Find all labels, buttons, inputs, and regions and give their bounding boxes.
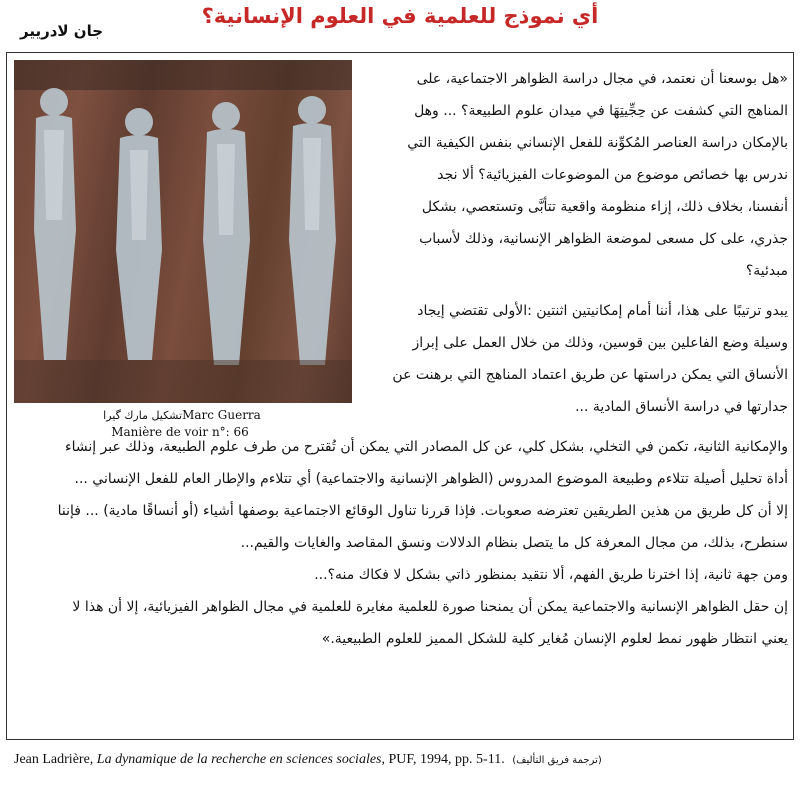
painting-image xyxy=(14,60,352,403)
citation xyxy=(14,752,794,768)
citation-author: Jean Ladrière, xyxy=(14,752,97,767)
citation-publisher: , PUF, 1994, pp. 5-11. xyxy=(381,752,505,767)
text-line: بالإمكان دراسة العناصر المُكوِّنة للفعل الإنساني بنفس الكيفية التي xyxy=(407,135,788,151)
caption-source: Manière de voir n°: 66 xyxy=(111,425,249,439)
author-name: جان لادريير xyxy=(20,22,104,40)
text-line: ومن جهة ثانية، إذا اخترنا طريق الفهم، ألا نتقيد بمنظور ذاتي بشكل لا فكاك منه؟... xyxy=(314,567,788,583)
painting-caption xyxy=(60,407,300,440)
text-line: ندرس بها خصائص موضوع من الموضوعات الفيزيائية؟ ألا نجد xyxy=(437,167,788,183)
text-line: «هل بوسعنا أن نعتمد، في مجال دراسة الظواهر الاجتماعية، على xyxy=(416,71,788,87)
text-line: جدارتها في دراسة الأنساق المادية ... xyxy=(575,399,788,415)
text-line: المناهج التي كشفت عن حِجِّيتِهَا في ميدان علوم الطبيعة؟ ... وهل xyxy=(414,103,788,119)
text-line: والإمكانية الثانية، تكمن في التخلي، بشكل كلي، عن كل المصادر التي يمكن أن تُقترح من طرف علوم الطبيعة، وذلك عبر إنشاء xyxy=(64,439,788,455)
text-line: أنفسنا، بخلاف ذلك، إزاء منظومة واقعية تتأبَّى وتستعصي، بشكل xyxy=(421,199,788,215)
text-line: جذري، على كل مسعى لموضعة الظواهر الإنسانية، وذلك لأسباب xyxy=(419,231,788,247)
figure-4 xyxy=(289,96,336,365)
text-line: أداة تحليل أصيلة تتلاءم وطبيعة الموضوع المدروس (الظواهر الإنسانية والاجتماعية) أي تتلاءم والإطار العام للفعل الإنساني ... xyxy=(74,471,788,487)
caption-arabic: تشكيل مارك گيرا xyxy=(103,409,183,422)
text-line: وسيلة وضع الفاعلين بين قوسين، وذلك من خلال العمل على إبراز xyxy=(412,335,788,351)
text-line: الأنساق التي يمكن دراستها عن طريق اعتماد المناهج التي برهنت عن xyxy=(392,367,788,383)
text-line: يعني انتظار ظهور نمط لعلوم الإنسان مُغاير كلية للشكل المميز للعلوم الطبيعية.» xyxy=(321,631,788,647)
translation-note: (ترجمة فريق التأليف) xyxy=(512,755,602,766)
page-title: أي نموذج للعلمية في العلوم الإنسانية؟ xyxy=(201,4,599,28)
text-line: سنطرح، بذلك، من مجال المعرفة كل ما يتصل بنظام الدلالات ونسق المقاصد والغايات والقيم... xyxy=(240,535,788,551)
text-line: يبدو ترتيبًا على هذا، أننا أمام إمكانيتين اثنتين :الأولى تقتضي إيجاد xyxy=(417,303,788,319)
text-line: إلا أن كل طريق من هذين الطريقين تعترضه صعوبات. فإذا قررنا تناول الوقائع الاجتماعية بوصفها أشياء (أو أنساقًا مادية) ... فإننا xyxy=(57,503,788,519)
citation-book: La dynamique de la recherche en sciences sociales xyxy=(96,752,382,767)
figure-1 xyxy=(34,88,76,360)
caption-artist: Marc Guerra xyxy=(182,408,261,422)
text-line: مبدئية؟ xyxy=(745,263,788,279)
text-line: إن حقل الظواهر الإنسانية والاجتماعية يمكن أن يمنحنا صورة للعلمية مغايرة للعلمية في مجال الظواهر الفيزيائية، إلا أن هذا لا xyxy=(72,599,788,615)
